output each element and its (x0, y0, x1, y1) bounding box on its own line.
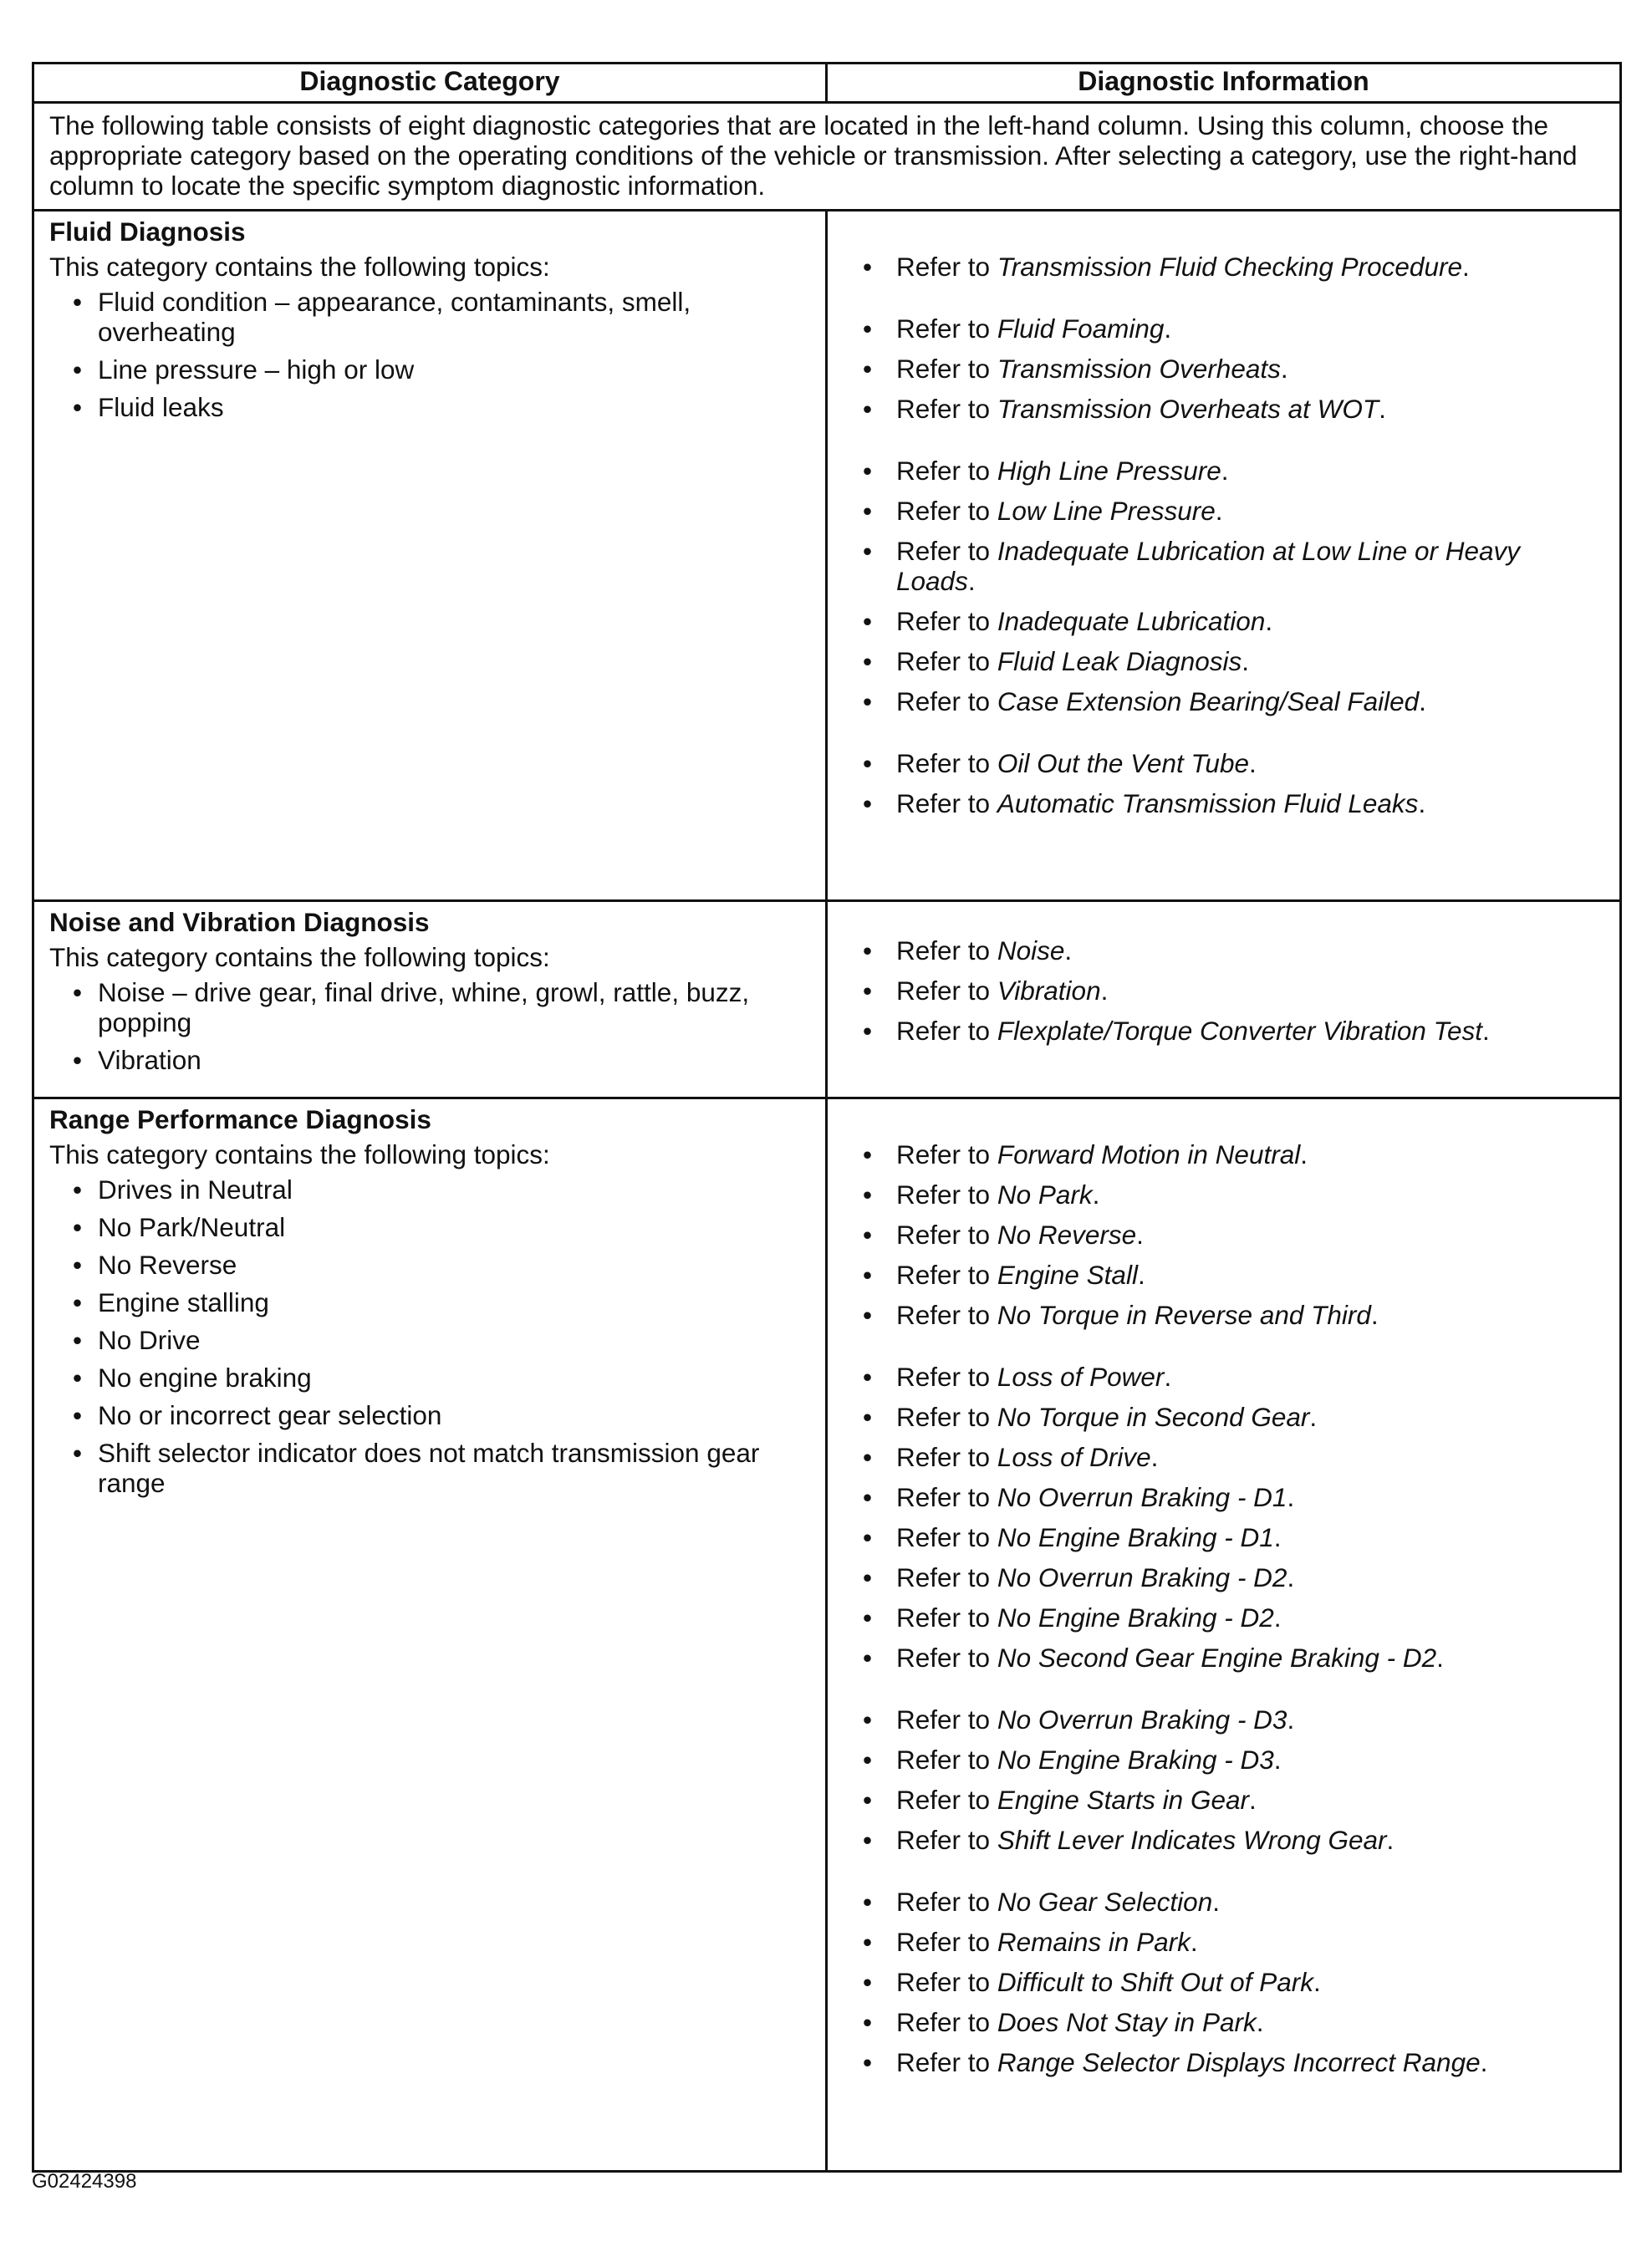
topic-item: • Fluid leaks (73, 392, 810, 422)
topic-list (49, 977, 810, 1075)
topic-item: • No Park/Neutral (73, 1212, 810, 1242)
topic-item: • Line pressure – high or low (73, 354, 810, 385)
reference-suffix: . (1136, 1220, 1144, 1250)
reference-suffix: . (1309, 1402, 1318, 1432)
refer-prefix: Refer to (896, 394, 991, 424)
refer-prefix: Refer to (896, 1522, 991, 1552)
reference-suffix: . (1419, 686, 1426, 716)
reference-suffix: . (1150, 1442, 1159, 1472)
reference-suffix: . (1370, 1300, 1379, 1330)
reference-item (863, 536, 1604, 596)
reference-item (863, 313, 1604, 344)
refer-prefix: Refer to (896, 1402, 991, 1432)
refer-prefix: Refer to (896, 2007, 991, 2037)
reference-item (863, 354, 1604, 384)
reference-item (863, 456, 1604, 486)
refer-prefix: Refer to (896, 1300, 991, 1330)
reference-topic[interactable]: No Reverse (997, 1220, 1137, 1250)
reference-topic[interactable]: No Park (997, 1179, 1093, 1210)
reference-topic[interactable]: Fluid Foaming (997, 313, 1165, 344)
reference-item (863, 1704, 1604, 1735)
reference-topic[interactable]: Difficult to Shift Out of Park (997, 1967, 1313, 1997)
reference-topic[interactable]: Transmission Overheats at WOT (997, 394, 1379, 424)
information-cell (827, 211, 1621, 901)
reference-topic[interactable]: No Overrun Braking - D3 (997, 1704, 1287, 1735)
refer-prefix: Refer to (896, 1745, 991, 1775)
reference-suffix: . (1190, 1927, 1198, 1957)
refer-prefix: Refer to (896, 1967, 991, 1997)
refer-prefix: Refer to (896, 1442, 991, 1472)
reference-topic[interactable]: No Torque in Second Gear (997, 1402, 1310, 1432)
reference-item (863, 1442, 1604, 1472)
refer-prefix: Refer to (896, 1139, 991, 1169)
refer-prefix: Refer to (896, 1220, 991, 1250)
reference-suffix: . (1461, 252, 1470, 282)
refer-prefix: Refer to (896, 1562, 991, 1592)
topic-item: • Engine stalling (73, 1287, 810, 1317)
refer-prefix: Refer to (896, 1260, 991, 1290)
reference-item (863, 1362, 1604, 1392)
diagnostic-table (32, 62, 1622, 2173)
reference-suffix: . (1092, 1179, 1100, 1210)
reference-suffix: . (1280, 354, 1288, 384)
reference-item (863, 935, 1604, 966)
reference-item (863, 788, 1604, 818)
reference-topic[interactable]: Shift Lever Indicates Wrong Gear (997, 1825, 1387, 1855)
reference-item (863, 1220, 1604, 1250)
reference-topic[interactable]: No Gear Selection (997, 1887, 1213, 1917)
reference-item (863, 1402, 1604, 1432)
reference-topic[interactable]: Engine Starts in Gear (997, 1785, 1249, 1815)
figure-code: G02424398 (32, 2170, 137, 2193)
reference-item (863, 1967, 1604, 1997)
reference-item (863, 1887, 1604, 1917)
reference-suffix: . (1287, 1482, 1295, 1512)
reference-topic[interactable]: Case Extension Bearing/Seal Failed (997, 686, 1420, 716)
category-cell (33, 1098, 827, 2172)
intro-row (33, 103, 1621, 211)
reference-topic[interactable]: Oil Out the Vent Tube (997, 748, 1249, 778)
reference-item (863, 1139, 1604, 1169)
reference-topic[interactable]: Inadequate Lubrication (997, 606, 1266, 636)
reference-topic[interactable]: No Engine Braking - D2 (997, 1602, 1274, 1633)
reference-item (863, 1745, 1604, 1775)
reference-topic[interactable]: Loss of Power (997, 1362, 1165, 1392)
reference-topic[interactable]: No Overrun Braking - D2 (997, 1562, 1287, 1592)
table-row (33, 211, 1621, 901)
topic-item: • No or incorrect gear selection (73, 1400, 810, 1430)
reference-topic[interactable]: No Second Gear Engine Braking - D2 (997, 1643, 1437, 1673)
reference-item (863, 2047, 1604, 2077)
reference-suffix: . (1287, 1562, 1295, 1592)
column-header-information: Diagnostic Information (827, 64, 1621, 103)
reference-suffix: . (1379, 394, 1386, 424)
refer-prefix: Refer to (896, 788, 991, 818)
information-cell (827, 1098, 1621, 2172)
reference-suffix: . (1164, 313, 1172, 344)
reference-item (863, 686, 1604, 716)
topic-item: • No Reverse (73, 1250, 810, 1280)
information-cell (827, 901, 1621, 1098)
refer-prefix: Refer to (896, 1362, 991, 1392)
reference-suffix: . (1221, 456, 1229, 486)
refer-prefix: Refer to (896, 2047, 991, 2077)
reference-suffix: . (1064, 935, 1073, 966)
reference-topic[interactable]: Transmission Fluid Checking Procedure (997, 252, 1462, 282)
reference-topic[interactable]: Range Selector Displays Incorrect Range (997, 2047, 1481, 2077)
reference-suffix: . (1287, 1704, 1295, 1735)
category-title: Fluid Diagnosis (49, 217, 246, 247)
reference-suffix: . (1436, 1643, 1444, 1673)
category-title: Range Performance Diagnosis (49, 1104, 431, 1134)
refer-prefix: Refer to (896, 1704, 991, 1735)
reference-item (863, 976, 1604, 1006)
table-row (33, 901, 1621, 1098)
reference-topic[interactable]: No Engine Braking - D3 (997, 1745, 1274, 1775)
reference-item (863, 1643, 1604, 1673)
category-description: This category contains the following topics: (49, 252, 550, 282)
topic-item: • No engine braking (73, 1363, 810, 1393)
category-cell (33, 211, 827, 901)
topic-item: • Vibration (73, 1045, 810, 1075)
reference-item (863, 1300, 1604, 1330)
reference-item (863, 2007, 1604, 2037)
refer-prefix: Refer to (896, 354, 991, 384)
refer-prefix: Refer to (896, 313, 991, 344)
refer-prefix: Refer to (896, 976, 991, 1006)
reference-suffix: . (1313, 1967, 1321, 1997)
reference-list (863, 252, 1604, 818)
reference-topic[interactable]: Vibration (997, 976, 1101, 1006)
category-description: This category contains the following topics: (49, 942, 550, 972)
topic-list (49, 287, 810, 422)
refer-prefix: Refer to (896, 536, 991, 566)
refer-prefix: Refer to (896, 606, 991, 636)
reference-item (863, 646, 1604, 676)
reference-item (863, 1562, 1604, 1592)
reference-item (863, 252, 1604, 282)
table-header-row (33, 64, 1621, 103)
reference-item (863, 1260, 1604, 1290)
reference-topic[interactable]: Engine Stall (997, 1260, 1138, 1290)
category-cell (33, 901, 827, 1098)
intro-text: The following table consists of eight diagnostic categories that are located in the left-hand column. Using this column, choose the appropriate category based on the operating conditions of the vehicle or transmission. After selecting a category, use the right-hand column to locate the specific symptom diagnostic information. (33, 103, 1621, 211)
reference-topic[interactable]: No Torque in Reverse and Third (997, 1300, 1371, 1330)
reference-suffix: . (1164, 1362, 1172, 1392)
reference-suffix: . (1273, 1602, 1282, 1633)
reference-suffix: . (1265, 606, 1273, 636)
reference-item (863, 606, 1604, 636)
reference-item (863, 1927, 1604, 1957)
topic-item: • Drives in Neutral (73, 1174, 810, 1205)
refer-prefix: Refer to (896, 456, 991, 486)
refer-prefix: Refer to (896, 748, 991, 778)
refer-prefix: Refer to (896, 252, 991, 282)
refer-prefix: Refer to (896, 1179, 991, 1210)
category-title: Noise and Vibration Diagnosis (49, 907, 430, 937)
reference-topic[interactable]: Low Line Pressure (997, 496, 1216, 526)
category-description: This category contains the following topics: (49, 1139, 550, 1169)
reference-topic[interactable]: Fluid Leak Diagnosis (997, 646, 1242, 676)
reference-suffix: . (1215, 496, 1223, 526)
refer-prefix: Refer to (896, 935, 991, 966)
refer-prefix: Refer to (896, 1602, 991, 1633)
reference-topic[interactable]: High Line Pressure (997, 456, 1221, 486)
reference-suffix: . (1249, 1785, 1257, 1815)
reference-item (863, 1602, 1604, 1633)
refer-prefix: Refer to (896, 1643, 991, 1673)
reference-topic[interactable]: Inadequate Lubrication at Low Line or Heavy Loads (896, 536, 1520, 596)
reference-item (863, 394, 1604, 424)
topic-item: • Noise – drive gear, final drive, whine, growl, rattle, buzz, popping (73, 977, 810, 1037)
reference-item (863, 1825, 1604, 1855)
reference-suffix: . (1273, 1745, 1282, 1775)
reference-item (863, 1016, 1604, 1046)
reference-suffix: . (1256, 2007, 1264, 2037)
reference-list (863, 1139, 1604, 2077)
reference-suffix: . (967, 566, 976, 596)
reference-item (863, 1522, 1604, 1552)
table-row (33, 1098, 1621, 2172)
reference-suffix: . (1242, 646, 1249, 676)
refer-prefix: Refer to (896, 496, 991, 526)
topic-item: • No Drive (73, 1325, 810, 1355)
reference-topic[interactable]: Does Not Stay in Park (997, 2007, 1257, 2037)
topic-item: • Shift selector indicator does not match transmission gear range (73, 1438, 810, 1498)
reference-topic[interactable]: Transmission Overheats (997, 354, 1281, 384)
reference-topic[interactable]: Automatic Transmission Fluid Leaks (997, 788, 1419, 818)
refer-prefix: Refer to (896, 686, 991, 716)
refer-prefix: Refer to (896, 1887, 991, 1917)
reference-suffix: . (1386, 1825, 1395, 1855)
reference-item (863, 496, 1604, 526)
reference-topic[interactable]: No Overrun Braking - D1 (997, 1482, 1287, 1512)
topic-list (49, 1174, 810, 1498)
refer-prefix: Refer to (896, 1825, 991, 1855)
reference-list (863, 935, 1604, 1046)
reference-suffix: . (1482, 1016, 1490, 1046)
reference-suffix: . (1273, 1522, 1282, 1552)
reference-item (863, 748, 1604, 778)
reference-suffix: . (1212, 1887, 1220, 1917)
reference-suffix: . (1300, 1139, 1308, 1169)
refer-prefix: Refer to (896, 1785, 991, 1815)
reference-topic[interactable]: No Engine Braking - D1 (997, 1522, 1274, 1552)
reference-suffix: . (1137, 1260, 1145, 1290)
reference-suffix: . (1480, 2047, 1488, 2077)
refer-prefix: Refer to (896, 646, 991, 676)
refer-prefix: Refer to (896, 1016, 991, 1046)
reference-suffix: . (1100, 976, 1109, 1006)
reference-topic[interactable]: Forward Motion in Neutral (997, 1139, 1301, 1169)
reference-item (863, 1785, 1604, 1815)
refer-prefix: Refer to (896, 1482, 991, 1512)
refer-prefix: Refer to (896, 1927, 991, 1957)
reference-topic[interactable]: Remains in Park (997, 1927, 1191, 1957)
reference-topic[interactable]: Flexplate/Torque Converter Vibration Test (997, 1016, 1482, 1046)
reference-topic[interactable]: Loss of Drive (997, 1442, 1151, 1472)
column-header-category: Diagnostic Category (33, 64, 827, 103)
reference-item (863, 1482, 1604, 1512)
reference-item (863, 1179, 1604, 1210)
reference-suffix: . (1249, 748, 1257, 778)
topic-item: • Fluid condition – appearance, contaminants, smell, overheating (73, 287, 810, 347)
reference-topic[interactable]: Noise (997, 935, 1065, 966)
reference-suffix: . (1418, 788, 1426, 818)
